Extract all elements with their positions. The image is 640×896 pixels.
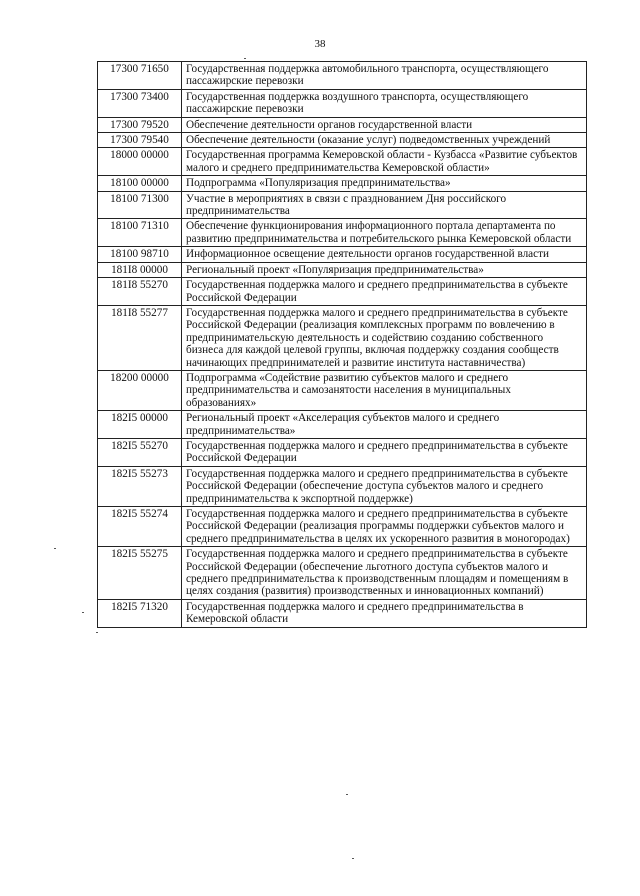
table-row <box>98 305 587 370</box>
description-cell: Государственная поддержка малого и среднего предпринимательства в субъекте Российской Федерации (реализация программы поддержки субъектов малого и среднего предпринимательства в целях их ускоренного развития в моногородах) <box>182 507 587 547</box>
description-cell: Государственная поддержка малого и среднего предпринимательства в субъекте Российской Федерации (обеспечение доступа субъектов малого и среднего предпринимательства к экспортной поддержке) <box>182 466 587 506</box>
table-row <box>98 547 587 600</box>
page-number: 38 <box>314 38 326 50</box>
code-cell: 18100 98710 <box>98 247 182 262</box>
table-row <box>98 262 587 277</box>
description-cell: Подпрограмма «Содействие развитию субъектов малого и среднего предпринимательства и самозанятости населения в муниципальных образованиях» <box>182 370 587 410</box>
description-cell: Государственная поддержка автомобильного транспорта, осуществляющего пассажирские перевозки <box>182 62 587 90</box>
code-cell: 18100 71300 <box>98 191 182 219</box>
description-cell: Обеспечение функционирования информационного портала департамента по развитию предпринимательства и потребительского рынка Кемеровской области <box>182 219 587 247</box>
scan-speck <box>96 632 98 633</box>
description-cell: Обеспечение деятельности органов государственной власти <box>182 117 587 132</box>
description-cell: Участие в мероприятиях в связи с празднованием Дня российского предпринимательства <box>182 191 587 219</box>
description-cell: Государственная поддержка малого и среднего предпринимательства в субъекте Российской Федерации (обеспечение льготного доступа субъектов малого и среднего предпринимательства к производственным площадям и помещениям в целях создания (развития) производственных и инновационных компаний) <box>182 547 587 600</box>
table-row <box>98 370 587 410</box>
code-cell: 181I8 00000 <box>98 262 182 277</box>
code-cell: 17300 79540 <box>98 133 182 148</box>
table-row <box>98 176 587 191</box>
table-row <box>98 278 587 306</box>
code-cell: 17300 71650 <box>98 62 182 90</box>
description-cell: Государственная поддержка малого и среднего предпринимательства в Кемеровской области <box>182 599 587 627</box>
table-row <box>98 438 587 466</box>
table-row <box>98 133 587 148</box>
code-cell: 181I8 55270 <box>98 278 182 306</box>
description-cell: Подпрограмма «Популяризация предпринимательства» <box>182 176 587 191</box>
code-cell: 18000 00000 <box>98 148 182 176</box>
code-cell: 17300 79520 <box>98 117 182 132</box>
description-cell: Государственная поддержка малого и среднего предпринимательства в субъекте Российской Федерации <box>182 278 587 306</box>
table-row <box>98 89 587 117</box>
code-cell: 182I5 55274 <box>98 507 182 547</box>
description-cell: Региональный проект «Акселерация субъектов малого и среднего предпринимательства» <box>182 411 587 439</box>
code-cell: 18100 00000 <box>98 176 182 191</box>
table-row <box>98 62 587 90</box>
budget-classification-table <box>97 61 587 628</box>
code-cell: 182I5 71320 <box>98 599 182 627</box>
table-row <box>98 219 587 247</box>
description-cell: Региональный проект «Популяризация предпринимательства» <box>182 262 587 277</box>
table-row <box>98 466 587 506</box>
code-cell: 18100 71310 <box>98 219 182 247</box>
scan-speck <box>352 858 354 859</box>
description-cell: Государственная поддержка малого и среднего предпринимательства в субъекте Российской Федерации (реализация комплексных программ по вовлечению в предпринимательскую деятельность и содействию созданию собственного бизнеса для каждой целевой группы, включая поддержку создания сообществ начинающих предпринимателей и развитие института наставничества) <box>182 305 587 370</box>
scan-speck <box>244 58 246 59</box>
code-cell: 182I5 55273 <box>98 466 182 506</box>
table-row <box>98 507 587 547</box>
description-cell: Государственная поддержка малого и среднего предпринимательства в субъекте Российской Федерации <box>182 438 587 466</box>
code-cell: 181I8 55277 <box>98 305 182 370</box>
code-cell: 182I5 55275 <box>98 547 182 600</box>
scan-speck <box>82 612 84 613</box>
scan-speck <box>54 548 56 549</box>
code-cell: 182I5 00000 <box>98 411 182 439</box>
code-cell: 182I5 55270 <box>98 438 182 466</box>
table-row <box>98 191 587 219</box>
code-cell: 17300 73400 <box>98 89 182 117</box>
table-row <box>98 247 587 262</box>
description-cell: Государственная программа Кемеровской области - Кузбасса «Развитие субъектов малого и среднего предпринимательства Кемеровской области» <box>182 148 587 176</box>
code-cell: 18200 00000 <box>98 370 182 410</box>
table-row <box>98 599 587 627</box>
table-body <box>98 62 587 628</box>
description-cell: Информационное освещение деятельности органов государственной власти <box>182 247 587 262</box>
table-row <box>98 148 587 176</box>
scan-speck <box>346 794 348 795</box>
description-cell: Государственная поддержка воздушного транспорта, осуществляющего пассажирские перевозки <box>182 89 587 117</box>
description-cell: Обеспечение деятельности (оказание услуг) подведомственных учреждений <box>182 133 587 148</box>
table-row <box>98 117 587 132</box>
table-row <box>98 411 587 439</box>
